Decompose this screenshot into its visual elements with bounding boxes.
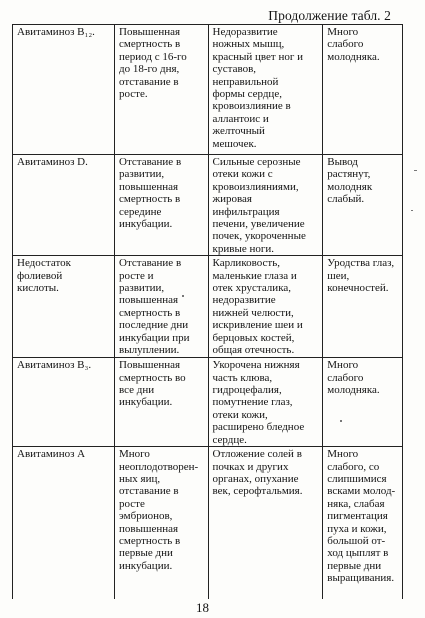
table-row bbox=[13, 358, 403, 447]
cell-timing: Повышенная смертность в период с 16-го до 18-го дня, отставание в росте. bbox=[115, 25, 209, 155]
table-row bbox=[13, 447, 403, 599]
vitamin-deficiency-table bbox=[12, 24, 403, 599]
scan-speck bbox=[411, 210, 413, 211]
table-continuation-caption: Продолжение табл. 2 bbox=[268, 8, 391, 23]
scan-speck bbox=[340, 420, 342, 422]
cell-outcome: Уродства глаз, шеи, конечностей. bbox=[323, 256, 403, 358]
cell-signs: Сильные серозные отеки кожи с кровоизлияниями, жировая инфильтрация печени, увеличение почек, укороченные кривые ноги. bbox=[208, 155, 323, 256]
scan-speck bbox=[182, 295, 184, 297]
cell-signs: Отложение солей в почках и других органах, опухание век, серофтальмия. bbox=[208, 447, 323, 599]
cell-signs: Карликовость, маленькие глаза и отек хрусталика, недоразвитие нижней челюсти, искривление шеи и берцовых костей, общая отечность. bbox=[208, 256, 323, 358]
cell-timing: Отставание в развитии, повышенная смертность в середине инкубации. bbox=[115, 155, 209, 256]
cell-disease: Авитаминоз D. bbox=[13, 155, 115, 256]
cell-timing: Много неоплодотворен- ных яиц, отставание в росте эмбрионов, повышенная смертность в первые дни инкубации. bbox=[115, 447, 209, 599]
cell-outcome: Много слабого молодняка. bbox=[323, 358, 403, 447]
table-row bbox=[13, 155, 403, 256]
cell-signs: Недоразвитие ножных мышц, красный цвет ног и суставов, неправильной формы сердце, кровоизлияние в аллантоис и желточный мешочек. bbox=[208, 25, 323, 155]
cell-outcome: Много слабого молодняка. bbox=[323, 25, 403, 155]
table-row bbox=[13, 256, 403, 358]
cell-disease: Авитаминоз B₃. bbox=[13, 358, 115, 447]
cell-disease: Недостаток фолиевой кислоты. bbox=[13, 256, 115, 358]
table-row bbox=[13, 25, 403, 155]
page-number: 18 bbox=[196, 600, 209, 615]
scan-speck bbox=[414, 170, 417, 171]
cell-outcome: Много слабого, со слипшимися всками молод- няка, слабая пигментация пуха и кожи, большой от- ход цыплят в первые дни выращивания. bbox=[323, 447, 403, 599]
cell-signs: Укорочена нижняя часть клюва, гидроцефалия, помутнение глаз, отеки кожи, расширено бледное сердце. bbox=[208, 358, 323, 447]
cell-timing: Повышенная смертность во все дни инкубации. bbox=[115, 358, 209, 447]
cell-outcome: Вывод растянут, молодняк слабый. bbox=[323, 155, 403, 256]
cell-timing: Отставание в росте и развитии, повышенная смертность в последние дни инкубации при вылуплении. bbox=[115, 256, 209, 358]
cell-disease: Авитаминоз B₁₂. bbox=[13, 25, 115, 155]
cell-disease: Авитаминоз А bbox=[13, 447, 115, 599]
